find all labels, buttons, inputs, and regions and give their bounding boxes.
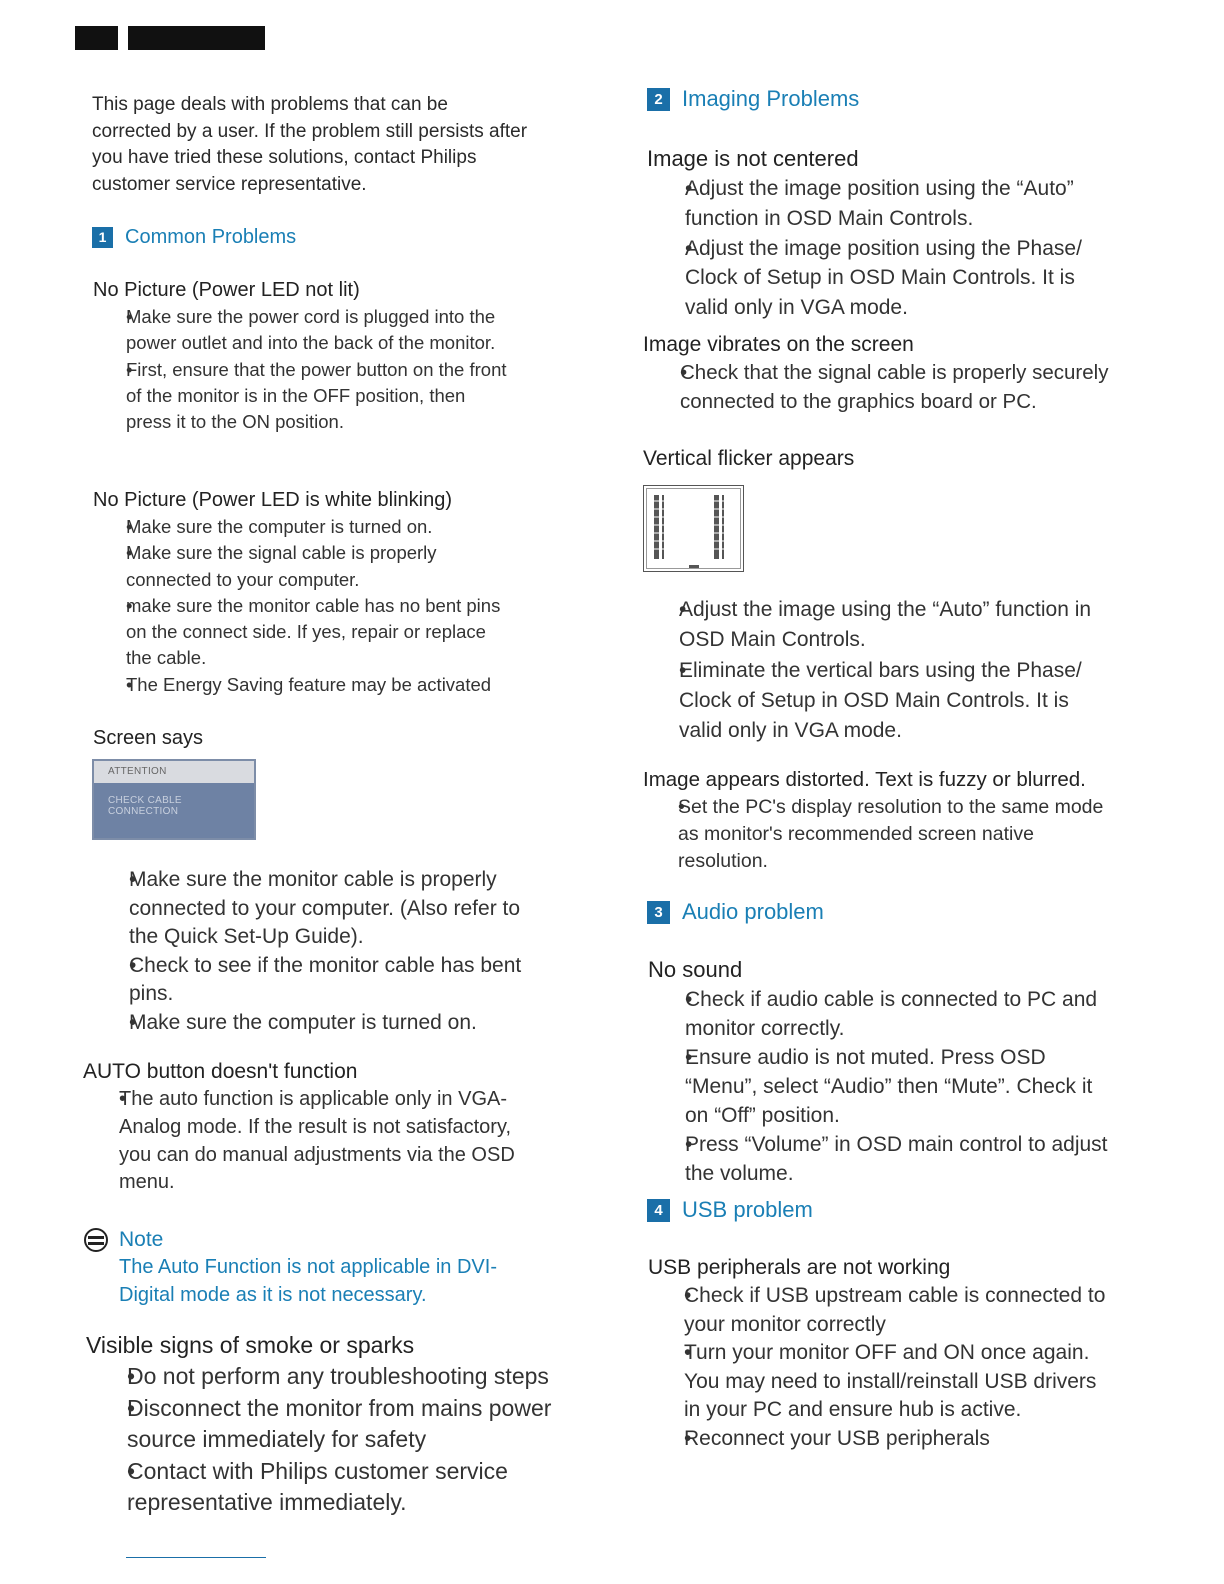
section-number: 2 (647, 88, 670, 111)
section-title: Imaging Problems (682, 86, 860, 111)
intro-text: This page deals with problems that can be corrected by a user. If the problem still persists after you have tried these solutions, contact Philips customer service representative. (92, 94, 528, 195)
section-number: 1 (92, 227, 113, 248)
list-item: • Make sure the computer is turned on. (93, 514, 513, 540)
image-distorted (643, 766, 1113, 876)
list-item: • Reconnect your USB peripherals (648, 1425, 1116, 1454)
list-item: • Eliminate the vertical bars using the Phase/ Clock of Setup in OSD Main Controls. It is valid only in VGA mode. (643, 656, 1111, 747)
subsection-title: Visible signs of smoke or sparks (86, 1332, 415, 1358)
list-item: • Contact with Philips customer service representative immediately. (86, 1456, 576, 1519)
subsection-title: Image is not centered (647, 146, 859, 171)
image-vibrates (643, 331, 1111, 416)
list-item: • Press “Volume” in OSD main control to adjust the volume. (648, 1130, 1116, 1188)
list-item: • Adjust the image position using the “Auto” function in OSD Main Controls. (647, 174, 1107, 234)
section-heading-audio (647, 899, 824, 925)
bullet-list (643, 359, 1111, 416)
section-title: Audio problem (682, 899, 824, 924)
list-item: • Check if audio cable is connected to PC and monitor correctly. (648, 985, 1116, 1043)
section-heading-imaging (647, 86, 859, 112)
section-heading-usb (647, 1197, 813, 1223)
subsection-title: USB peripherals are not working (648, 1256, 951, 1279)
intro-paragraph (92, 92, 532, 198)
header-block-chapter (128, 26, 265, 50)
attention-message: CHECK CABLE CONNECTION (108, 795, 182, 817)
bullet-list (647, 174, 1107, 323)
bullet-list (86, 1361, 576, 1519)
attention-dialog-image (92, 759, 256, 840)
subsection-title: No Picture (Power LED not lit) (93, 279, 360, 301)
footer-rule (126, 1557, 266, 1558)
list-item: • Check if USB upstream cable is connected to your monitor correctly (648, 1282, 1116, 1339)
list-item: • Turn your monitor OFF and ON once again. You may need to install/reinstall USB drivers in your PC and ensure hub is active. (648, 1339, 1116, 1425)
section-title: Common Problems (125, 225, 297, 248)
list-item: • Adjust the image using the “Auto” function in OSD Main Controls. (643, 595, 1111, 656)
bullet-list (643, 794, 1113, 876)
list-item: • The auto function is applicable only in VGA-Analog mode. If the result is not satisfactory, you can do manual adjustments via the OSD menu. (83, 1086, 523, 1197)
flicker-screen-image (643, 485, 745, 573)
image-not-centered (647, 144, 1107, 323)
list-item: • The Energy Saving feature may be activated (93, 672, 513, 698)
section-title: USB problem (682, 1197, 813, 1222)
section-number: 4 (647, 1199, 670, 1222)
list-item: • Check that the signal cable is properly securely connected to the graphics board or PC. (643, 359, 1111, 416)
bullet-list (648, 1282, 1116, 1454)
section-heading-common (92, 224, 296, 250)
vertical-flicker-title: Vertical flicker appears (643, 447, 855, 470)
screen-says-list (93, 866, 533, 1038)
bullet-list (83, 1086, 523, 1197)
screen-says-title: Screen says (93, 727, 204, 749)
list-item: • Adjust the image position using the Phase/ Clock of Setup in OSD Main Controls. It is valid only in VGA mode. (647, 234, 1107, 323)
no-picture-led-blinking (93, 486, 513, 698)
list-item: • Do not perform any troubleshooting steps (86, 1361, 576, 1393)
subsection-title: No Picture (Power LED is white blinking) (93, 489, 453, 511)
usb-not-working (648, 1253, 1116, 1454)
bullet-list (93, 304, 513, 435)
list-item: • Disconnect the monitor from mains power source immediately for safety (86, 1393, 576, 1456)
list-item: • Check to see if the monitor cable has bent pins. (93, 952, 533, 1009)
list-item: • Ensure audio is not muted. Press OSD “Menu”, select “Audio” then “Mute”. Check it on “Off” position. (648, 1043, 1116, 1130)
vertical-flicker-list (643, 595, 1111, 746)
note-label: Note (119, 1228, 164, 1251)
auto-button-problem (83, 1058, 523, 1197)
attention-label: ATTENTION (94, 761, 254, 783)
bullet-list (93, 514, 513, 698)
smoke-sparks-problem (86, 1330, 576, 1519)
subsection-title: No sound (648, 957, 743, 982)
list-item: • make sure the monitor cable has no bent pins on the connect side. If yes, repair or replace the cable. (93, 593, 513, 672)
list-item: • Make sure the computer is turned on. (93, 1009, 533, 1038)
section-number: 3 (647, 901, 670, 924)
list-item: • First, ensure that the power button on the front of the monitor is in the OFF position, then press it to the ON position. (93, 357, 513, 436)
list-item: • Set the PC's display resolution to the same mode as monitor's recommended screen native resolution. (643, 794, 1113, 876)
header-block-page-number (75, 26, 118, 50)
note-block (84, 1228, 504, 1309)
list-item: • Make sure the signal cable is properly connected to your computer. (93, 540, 513, 593)
subsection-title: Image appears distorted. Text is fuzzy or blurred. (643, 768, 1086, 791)
list-item: • Make sure the power cord is plugged into the power outlet and into the back of the monitor. (93, 304, 513, 357)
subsection-title: Image vibrates on the screen (643, 333, 914, 356)
no-sound (648, 955, 1116, 1188)
subsection-title: AUTO button doesn't function (83, 1060, 358, 1083)
bullet-list (648, 985, 1116, 1188)
list-item: • Make sure the monitor cable is properly connected to your computer. (Also refer to the Quick Set-Up Guide). (93, 866, 533, 952)
note-icon (84, 1228, 108, 1252)
no-picture-led-not-lit (93, 276, 513, 435)
note-text: The Auto Function is not applicable in DVI-Digital mode as it is not necessary. (119, 1256, 497, 1306)
